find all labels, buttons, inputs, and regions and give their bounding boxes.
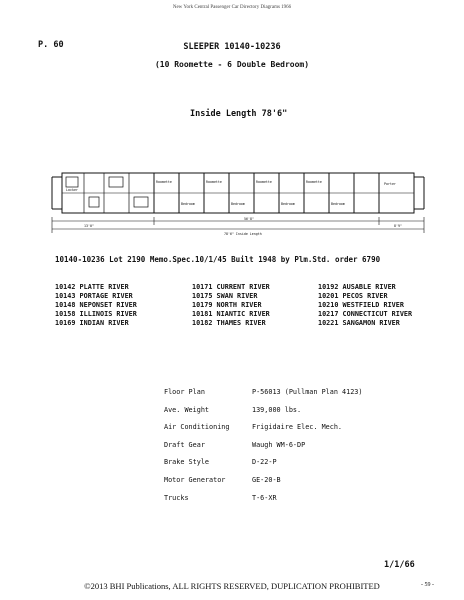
car-names-col-2 (192, 283, 270, 328)
car-name: 10221 SANGAMON RIVER (318, 319, 400, 327)
page-subtitle: (10 Roomette - 6 Double Bedroom) (154, 60, 310, 69)
car-name: 10192 AUSABLE RIVER (318, 283, 396, 291)
spec-value: P-56013 (Pullman Plan 4123) (252, 388, 363, 396)
dim-56ft: 56'8" (244, 217, 254, 221)
car-name: 10169 INDIAN RIVER (55, 319, 129, 327)
car-names-col-3 (318, 283, 412, 328)
page-label: P. 60 (38, 40, 64, 50)
spec-label: Ave. Weight (164, 405, 210, 414)
dim-78ft: 78'6" Inside Length (224, 232, 262, 236)
dim-8ft: 8'9" (394, 224, 402, 228)
revision-date: 1/1/66 (384, 560, 415, 570)
spec-value: 139,000 lbs. (252, 405, 302, 414)
bedroom-label-3: Bedroom (281, 202, 295, 206)
spec-label: Motor Generator (164, 475, 226, 484)
spec-value: GE-20-B (252, 475, 281, 484)
page-title: SLEEPER 10140-10236 (183, 42, 281, 52)
floor-plan-diagram (44, 165, 432, 237)
bedroom-label-4: Bedroom (331, 202, 345, 206)
car-name: 10210 WESTFIELD RIVER (318, 301, 404, 309)
porter-label: Porter (384, 182, 396, 186)
car-name: 10217 CONNECTICUT RIVER (318, 310, 413, 318)
copyright-footer: ©2013 BHI Publications, ALL RIGHTS RESERVED, DUPLICATION PROHIBITED (84, 581, 380, 591)
spec-label: Floor Plan (164, 388, 205, 396)
car-name: 10182 THAMES RIVER (192, 319, 266, 327)
car-name: 10158 ILLINOIS RIVER (55, 310, 137, 318)
spec-value: Frigidaire Elec. Mech. (252, 423, 343, 432)
spec-label: Draft Gear (164, 440, 205, 449)
inside-length-label: Inside Length 78'6" (190, 109, 288, 119)
spec-value: T-6-XR (252, 493, 277, 502)
car-name: 10142 PLATTE RIVER (55, 283, 129, 291)
car-name: 10181 NIANTIC RIVER (192, 310, 270, 318)
car-name: 10143 PORTAGE RIVER (55, 292, 133, 300)
car-name: 10201 PECOS RIVER (318, 292, 388, 300)
bedroom-label-2: Bedroom (231, 202, 245, 206)
car-names-col-1 (55, 283, 137, 328)
car-name: 10179 NORTH RIVER (192, 301, 262, 309)
document-header: New York Central Passenger Car Directory Diagrams 1966 (172, 5, 292, 10)
locker-label: Locker (66, 188, 78, 192)
car-name: 10175 SWAN RIVER (192, 292, 258, 300)
car-summary-line: 10140-10236 Lot 2190 Memo.Spec.10/1/45 Built 1948 by Plm.Std. order 6790 (55, 255, 381, 264)
roomette-label-4: Roomette (306, 180, 322, 184)
spec-values (252, 384, 363, 507)
dim-13ft: 13'0" (84, 224, 94, 228)
roomette-label-2: Roomette (206, 180, 222, 184)
spec-label: Air Conditioning (164, 423, 230, 432)
spec-value: D-22-P (252, 458, 277, 467)
spec-label: Trucks (164, 493, 189, 502)
footer-page-number: - 59 - (421, 582, 434, 588)
spec-value: Waugh WM-6-DP (252, 440, 306, 449)
roomette-label-3: Roomette (256, 180, 272, 184)
bedroom-label-1: Bedroom (181, 202, 195, 206)
spec-label: Brake Style (164, 458, 210, 467)
spec-labels (164, 384, 229, 507)
car-name: 10171 CURRENT RIVER (192, 283, 270, 291)
roomette-label-1: Roomette (156, 180, 172, 184)
car-name: 10148 NEPONSET RIVER (55, 301, 137, 309)
